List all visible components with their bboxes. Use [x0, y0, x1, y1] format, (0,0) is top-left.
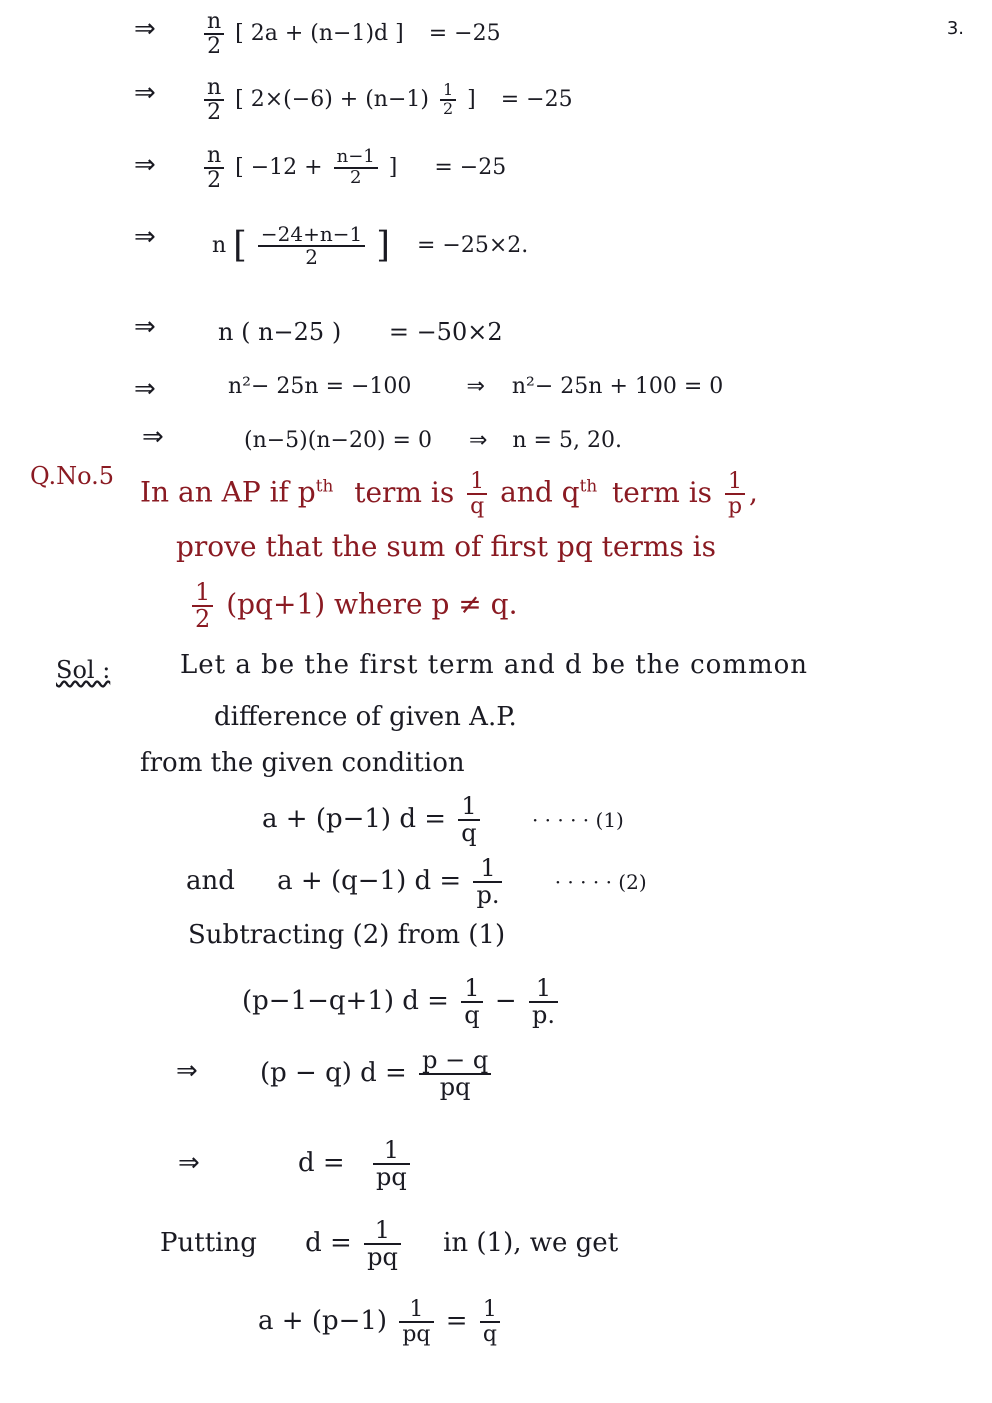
step-3: $\frac{n}{2}$ [ −12 + $\frac{n-1}{2}$ ] = −25 [200, 144, 506, 192]
question-line-2: prove that the sum of first pq terms is [176, 530, 716, 563]
question-line-3: $\frac{1}{2}$ (pq+1) where p ≠ q. [188, 580, 518, 632]
equation-6: a + (p−1) $\frac{1}{pq}$ = $\frac{1}{q}$ [258, 1298, 504, 1346]
step-2-rhs: = −25 [500, 87, 573, 113]
solution-line-1: Let a be the first term and d be the common [180, 650, 808, 680]
page-number: 3. [946, 18, 964, 39]
implies-arrow: ⇒ [176, 1056, 198, 1086]
n-over-2: $\frac{n}{2}$ [204, 76, 224, 124]
step-1-rhs: = −25 [428, 21, 501, 47]
putting-line: Putting d = $\frac{1}{pq}$ in (1), we get [160, 1216, 619, 1272]
step-7: (n−5)(n−20) = 0 ⇒ n = 5, 20. [244, 428, 622, 453]
question-line-1: In an AP if $p^{th}$ term is $\frac{1}{q}$ and $q^{th}$ term is $\frac{1}{p}$ , [140, 469, 758, 520]
half-fraction: $\frac{1}{2}$ [440, 82, 456, 118]
one-over-q: $\frac{1}{q}$ [467, 470, 487, 518]
equation-5: d = $\frac{1}{pq}$ [298, 1138, 414, 1190]
implies-arrow: ⇒ [134, 374, 156, 404]
n-minus-1-over-2: $\frac{n-1}{2}$ [334, 148, 378, 188]
one-over-p: $\frac{1}{p}$ [725, 470, 745, 518]
implies-arrow: ⇒ [466, 374, 485, 399]
equation-2: and a + (q−1) d = $\frac{1}{p.}$ · · · · · (2) [186, 854, 647, 910]
step-4-rhs: = −25×2. [416, 233, 529, 258]
step-3-rhs: = −25 [434, 155, 507, 181]
n-over-2: $\frac{n}{2}$ [204, 10, 224, 58]
step-1-body: [ 2a + (n−1)d ] [235, 21, 404, 47]
n-over-2: $\frac{n}{2}$ [204, 144, 224, 192]
equation-tag: · · · · · (1) [531, 808, 624, 833]
equation-4: (p − q) d = $\frac{p - q}{pq}$ [260, 1048, 495, 1100]
equation-1: a + (p−1) d = $\frac{1}{q}$ · · · · · (1) [262, 792, 624, 848]
step-1 [200, 10, 501, 58]
step-6: n²− 25n = −100 ⇒ n²− 25n + 100 = 0 [228, 374, 724, 399]
step-4-fraction: $\frac{-24+n-1}{2}$ [258, 224, 365, 268]
implies-arrow: ⇒ [142, 422, 164, 452]
implies-arrow: ⇒ [178, 1148, 200, 1178]
step-5: n ( n−25 ) = −50×2 [218, 318, 503, 346]
step-4: n [ $\frac{-24+n-1}{2}$ ] = −25×2. [212, 222, 529, 269]
implies-arrow: ⇒ [468, 428, 488, 453]
solution-line-2: difference of given A.P. [214, 702, 517, 732]
step-2: $\frac{n}{2}$ [ 2×(−6) + (n−1) $\frac{1}{2}$ ] = −25 [200, 76, 573, 124]
question-label: Q.No.5 [30, 462, 115, 490]
equation-3: (p−1−q+1) d = $\frac{1}{q}$ − $\frac{1}{p.}$ [242, 976, 562, 1028]
implies-arrow: ⇒ [134, 222, 156, 252]
one-over-2: $\frac{1}{2}$ [192, 580, 213, 632]
subtracting-line: Subtracting (2) from (1) [188, 920, 506, 950]
solution-line-3: from the given condition [140, 748, 465, 778]
implies-arrow: ⇒ [134, 14, 156, 44]
implies-arrow: ⇒ [134, 78, 156, 108]
solution-label: Sol : [56, 656, 111, 684]
implies-arrow: ⇒ [134, 150, 156, 180]
implies-arrow: ⇒ [134, 312, 156, 342]
equation-tag: · · · · · (2) [554, 870, 647, 895]
